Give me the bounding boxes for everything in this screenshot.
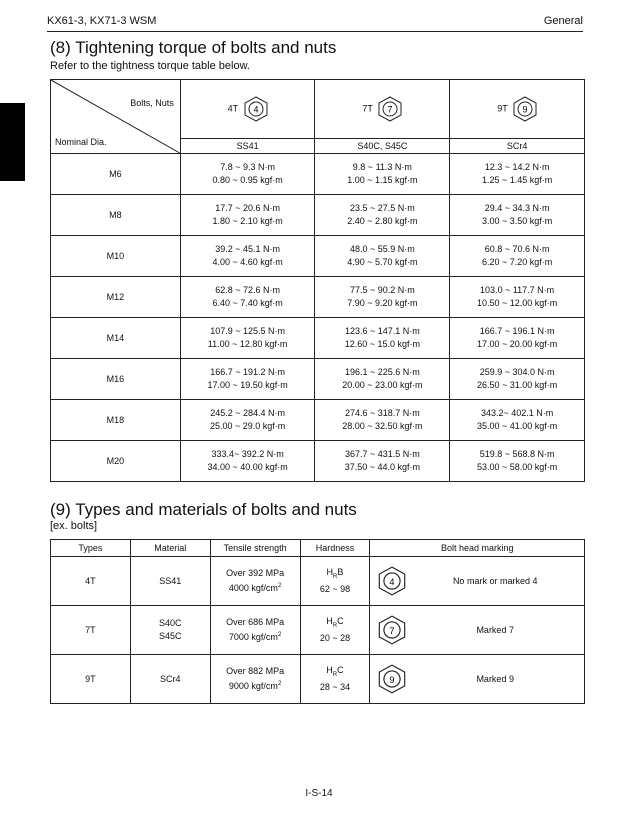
torque-value-cell bbox=[315, 154, 450, 195]
superscript: 2 bbox=[277, 681, 282, 687]
hex-bolt-icon bbox=[244, 96, 268, 122]
torque-value-cell bbox=[450, 195, 585, 236]
torque-kgfm: 3.00 ~ 3.50 kgf·m bbox=[481, 216, 553, 226]
torque-nm: 519.8 ~ 568.8 N·m bbox=[479, 449, 555, 459]
torque-kgfm: 35.00 ~ 41.00 kgf·m bbox=[476, 421, 558, 431]
torque-nm: 60.8 ~ 70.6 N·m bbox=[484, 244, 550, 254]
hardness-letter: C bbox=[337, 615, 344, 626]
material-9t: SCr4 bbox=[450, 139, 585, 154]
grade-label: 9T bbox=[497, 103, 508, 114]
torque-value-cell bbox=[180, 400, 315, 441]
type-cell: 7T bbox=[51, 606, 131, 655]
header-material: Material bbox=[130, 540, 210, 557]
bolt-mark-number: 7 bbox=[389, 626, 395, 637]
section-9-title: (9) Types and materials of bolts and nuts bbox=[50, 500, 357, 519]
torque-value-cell bbox=[315, 400, 450, 441]
hardness-base: H bbox=[326, 566, 334, 577]
torque-kgfm: 4.90 ~ 5.70 kgf·m bbox=[347, 257, 418, 267]
tensile-kgf bbox=[211, 629, 300, 644]
torque-nm: 48.0 ~ 55.9 N·m bbox=[349, 244, 415, 254]
table-row bbox=[51, 400, 585, 441]
torque-value-cell bbox=[180, 318, 315, 359]
torque-value-cell bbox=[450, 441, 585, 482]
torque-value-cell bbox=[450, 236, 585, 277]
section-8-subtitle: Refer to the tightness torque table below. bbox=[50, 60, 250, 72]
torque-kgfm: 28.00 ~ 32.50 kgf·m bbox=[342, 421, 423, 431]
hardness-cell bbox=[300, 655, 370, 704]
torque-value-cell bbox=[315, 277, 450, 318]
table-row bbox=[51, 441, 585, 482]
torque-nm: 39.2 ~ 45.1 N·m bbox=[215, 244, 280, 254]
bolt-mark-number: 4 bbox=[253, 104, 259, 115]
torque-kgfm: 26.50 ~ 31.00 kgf·m bbox=[476, 380, 558, 390]
grade-label: 7T bbox=[362, 103, 373, 114]
type-cell: 9T bbox=[51, 655, 131, 704]
hardness-scale bbox=[301, 566, 370, 584]
torque-kgfm: 4.00 ~ 4.60 kgf·m bbox=[212, 257, 283, 267]
superscript: 2 bbox=[277, 632, 282, 638]
document-header-section: General bbox=[543, 15, 583, 27]
tensile-kgf-value: 7000 kgf/cm bbox=[228, 632, 278, 642]
table-row bbox=[51, 557, 585, 606]
corner-label-nominal-dia: Nominal Dia. bbox=[55, 137, 107, 147]
torque-kgfm: 10.50 ~ 12.00 kgf·m bbox=[476, 298, 558, 308]
torque-value-cell bbox=[180, 359, 315, 400]
section-9-subtitle: [ex. bolts] bbox=[50, 520, 98, 532]
header-tensile-strength: Tensile strength bbox=[210, 540, 300, 557]
bolt-mark-description: Marked 7 bbox=[476, 624, 514, 635]
bolt-mark-number: 9 bbox=[389, 675, 395, 686]
hardness-scale bbox=[301, 664, 370, 682]
torque-value-cell bbox=[180, 236, 315, 277]
tensile-strength-cell bbox=[210, 655, 300, 704]
torque-nm: 274.6 ~ 318.7 N·m bbox=[344, 408, 420, 418]
torque-kgfm: 1.80 ~ 2.10 kgf·m bbox=[212, 216, 283, 226]
bolt-mark-description: No mark or marked 4 bbox=[452, 575, 538, 586]
torque-value-cell bbox=[180, 441, 315, 482]
header-divider bbox=[47, 31, 583, 32]
hardness-range: 28 ~ 34 bbox=[319, 682, 351, 693]
torque-kgfm: 17.00 ~ 19.50 kgf·m bbox=[207, 380, 288, 390]
bolt-mark-number: 7 bbox=[387, 104, 393, 115]
torque-nm: 23.5 ~ 27.5 N·m bbox=[349, 203, 415, 213]
nominal-diameter-cell: M10 bbox=[51, 236, 181, 277]
grade-header-9t bbox=[450, 80, 585, 139]
nominal-diameter-cell: M12 bbox=[51, 277, 181, 318]
torque-kgfm: 17.00 ~ 20.00 kgf·m bbox=[476, 339, 558, 349]
torque-rows bbox=[51, 154, 585, 482]
hex-bolt-icon bbox=[378, 664, 406, 694]
nominal-diameter-cell: M18 bbox=[51, 400, 181, 441]
material-cell: SS41 bbox=[130, 557, 210, 606]
torque-kgfm: 1.25 ~ 1.45 kgf·m bbox=[481, 175, 553, 185]
torque-nm: 333.4~ 392.2 N·m bbox=[211, 449, 284, 459]
bolt-head-marking-cell bbox=[370, 557, 585, 606]
torque-nm: 103.0 ~ 117.7 N·m bbox=[480, 285, 555, 295]
torque-nm: 343.2~ 402.1 N·m bbox=[480, 408, 554, 418]
tensile-strength-cell bbox=[210, 606, 300, 655]
hex-bolt-icon bbox=[513, 96, 537, 122]
bolt-types-table bbox=[50, 539, 585, 704]
torque-value-cell bbox=[315, 359, 450, 400]
torque-nm: 107.9 ~ 125.5 N·m bbox=[210, 326, 285, 336]
types-rows bbox=[51, 557, 585, 704]
torque-kgfm: 53.00 ~ 58.00 kgf·m bbox=[476, 462, 558, 472]
superscript: 2 bbox=[277, 583, 282, 589]
material-cell: SCr4 bbox=[130, 655, 210, 704]
tensile-kgf-value: 4000 kgf/cm bbox=[228, 583, 278, 593]
nominal-diameter-cell: M14 bbox=[51, 318, 181, 359]
table-row bbox=[51, 195, 585, 236]
hex-bolt-icon bbox=[378, 615, 406, 645]
torque-kgfm: 25.00 ~ 29.0 kgf·m bbox=[209, 421, 286, 431]
torque-value-cell bbox=[315, 236, 450, 277]
table-row bbox=[51, 655, 585, 704]
hardness-base: H bbox=[326, 664, 333, 675]
torque-nm: 259.9 ~ 304.0 N·m bbox=[479, 367, 555, 377]
torque-nm: 12.3 ~ 14.2 N·m bbox=[484, 162, 550, 172]
header-bolt-head-marking: Bolt head marking bbox=[370, 540, 585, 557]
material-7t: S40C, S45C bbox=[315, 139, 450, 154]
torque-kgfm: 11.00 ~ 12.80 kgf·m bbox=[207, 339, 288, 349]
torque-kgfm: 6.20 ~ 7.20 kgf·m bbox=[481, 257, 553, 267]
nominal-diameter-cell: M20 bbox=[51, 441, 181, 482]
section-8-title: (8) Tightening torque of bolts and nuts bbox=[50, 38, 337, 57]
hardness-cell bbox=[300, 557, 370, 606]
grade-label: 4T bbox=[227, 103, 239, 114]
header-types: Types bbox=[51, 540, 131, 557]
hardness-sub: R bbox=[332, 671, 338, 678]
hex-bolt-icon bbox=[378, 96, 402, 122]
grade-header-4t bbox=[180, 80, 315, 139]
section-tab-marker bbox=[0, 103, 25, 181]
type-cell: 4T bbox=[51, 557, 131, 606]
torque-table bbox=[50, 79, 585, 482]
torque-kgfm: 12.60 ~ 15.0 kgf·m bbox=[344, 339, 420, 349]
torque-nm: 367.7 ~ 431.5 N·m bbox=[344, 449, 420, 459]
tensile-kgf bbox=[211, 678, 300, 693]
torque-nm: 245.2 ~ 284.4 N·m bbox=[210, 408, 285, 418]
torque-nm: 17.7 ~ 20.6 N·m bbox=[215, 203, 280, 213]
bolt-head-marking-cell bbox=[370, 606, 585, 655]
tensile-kgf-value: 9000 kgf/cm bbox=[228, 681, 278, 691]
torque-value-cell bbox=[450, 277, 585, 318]
hardness-base: H bbox=[326, 615, 333, 626]
tensile-strength-cell bbox=[210, 557, 300, 606]
torque-value-cell bbox=[180, 277, 315, 318]
torque-nm: 166.7 ~ 191.2 N·m bbox=[210, 367, 285, 377]
document-header-title: KX61-3, KX71-3 WSM bbox=[47, 15, 157, 27]
hardness-cell bbox=[300, 606, 370, 655]
tensile-mpa: Over 686 MPa bbox=[226, 617, 285, 627]
torque-value-cell bbox=[450, 359, 585, 400]
bolt-mark-description: Marked 9 bbox=[476, 673, 514, 684]
torque-nm: 123.6 ~ 147.1 N·m bbox=[344, 326, 420, 336]
material-4t: SS41 bbox=[180, 139, 315, 154]
torque-value-cell bbox=[180, 195, 315, 236]
table-row bbox=[51, 236, 585, 277]
hardness-letter: B bbox=[337, 566, 344, 577]
material-cell: S40C S45C bbox=[130, 606, 210, 655]
tensile-mpa: Over 882 MPa bbox=[226, 666, 285, 676]
torque-kgfm: 0.80 ~ 0.95 kgf·m bbox=[212, 175, 283, 185]
torque-nm: 62.8 ~ 72.6 N·m bbox=[215, 285, 280, 295]
table-row bbox=[51, 154, 585, 195]
torque-value-cell bbox=[315, 195, 450, 236]
torque-nm: 166.7 ~ 196.1 N·m bbox=[479, 326, 555, 336]
torque-nm: 7.8 ~ 9.3 N·m bbox=[220, 162, 275, 172]
table-row bbox=[51, 606, 585, 655]
bolt-head-marking-cell bbox=[370, 655, 585, 704]
torque-nm: 29.4 ~ 34.3 N·m bbox=[484, 203, 550, 213]
table-row bbox=[51, 277, 585, 318]
torque-value-cell bbox=[315, 318, 450, 359]
torque-value-cell bbox=[450, 400, 585, 441]
bolt-mark-number: 9 bbox=[522, 104, 528, 115]
bolt-mark-number: 4 bbox=[389, 577, 395, 588]
hardness-letter: C bbox=[337, 664, 344, 675]
hardness-sub: R bbox=[332, 622, 338, 629]
torque-value-cell bbox=[180, 154, 315, 195]
hardness-scale bbox=[301, 615, 370, 633]
torque-value-cell bbox=[450, 318, 585, 359]
table-corner-header bbox=[51, 80, 181, 154]
torque-kgfm: 34.00 ~ 40.00 kgf·m bbox=[207, 462, 288, 472]
table-row bbox=[51, 318, 585, 359]
nominal-diameter-cell: M6 bbox=[51, 154, 181, 195]
torque-nm: 196.1 ~ 225.6 N·m bbox=[344, 367, 420, 377]
torque-kgfm: 1.00 ~ 1.15 kgf·m bbox=[347, 175, 418, 185]
hex-bolt-icon bbox=[378, 566, 406, 596]
torque-kgfm: 37.50 ~ 44.0 kgf·m bbox=[344, 462, 420, 472]
torque-kgfm: 20.00 ~ 23.00 kgf·m bbox=[342, 380, 423, 390]
header-hardness: Hardness bbox=[300, 540, 370, 557]
torque-kgfm: 2.40 ~ 2.80 kgf·m bbox=[347, 216, 418, 226]
torque-kgfm: 7.90 ~ 9.20 kgf·m bbox=[347, 298, 418, 308]
page-number: I-S-14 bbox=[305, 788, 333, 799]
torque-value-cell bbox=[315, 441, 450, 482]
hardness-range: 62 ~ 98 bbox=[319, 584, 351, 595]
torque-nm: 77.5 ~ 90.2 N·m bbox=[349, 285, 415, 295]
torque-kgfm: 6.40 ~ 7.40 kgf·m bbox=[212, 298, 283, 308]
tensile-mpa: Over 392 MPa bbox=[226, 568, 285, 578]
nominal-diameter-cell: M8 bbox=[51, 195, 181, 236]
hardness-sub: R bbox=[333, 573, 338, 580]
grade-header-7t bbox=[315, 80, 450, 139]
torque-value-cell bbox=[450, 154, 585, 195]
table-row bbox=[51, 359, 585, 400]
corner-label-bolts-nuts: Bolts, Nuts bbox=[130, 98, 174, 108]
torque-nm: 9.8 ~ 11.3 N·m bbox=[352, 162, 412, 172]
tensile-kgf bbox=[211, 580, 300, 595]
hardness-range: 20 ~ 28 bbox=[319, 633, 351, 644]
nominal-diameter-cell: M16 bbox=[51, 359, 181, 400]
